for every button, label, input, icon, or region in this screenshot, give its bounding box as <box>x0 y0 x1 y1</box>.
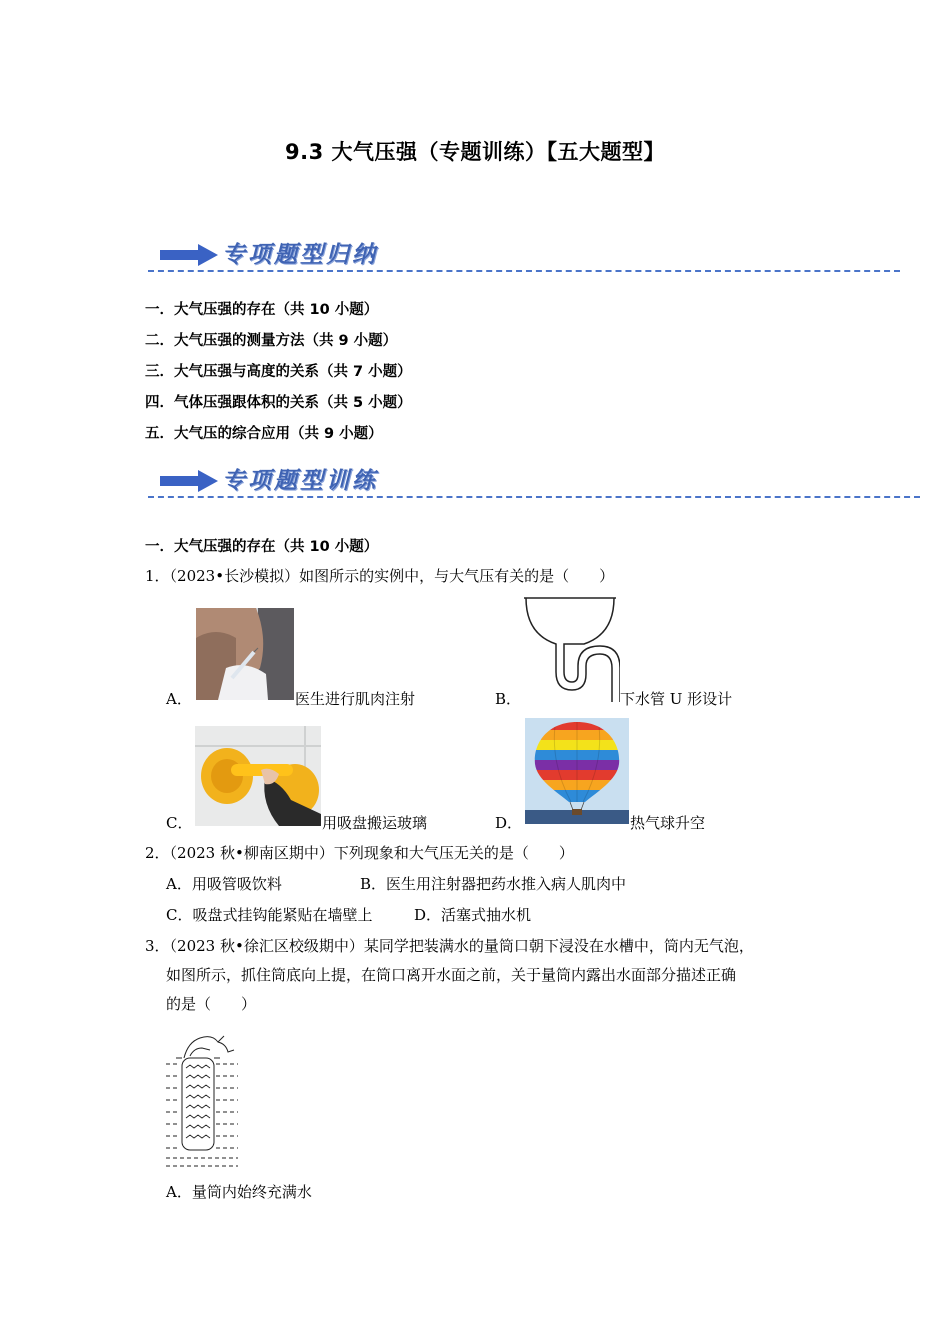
option-b-text: 下水管 U 形设计 <box>620 690 733 708</box>
toc-item-1[interactable]: 一．大气压强的存在（共 10 小题） <box>145 302 379 318</box>
toc-item-5[interactable]: 五．大气压的综合应用（共 9 小题） <box>145 426 383 442</box>
option-c-text: 用吸盘搬运玻璃 <box>322 814 428 832</box>
toc-item-2[interactable]: 二．大气压强的测量方法（共 9 小题） <box>145 333 398 349</box>
option-a-text: 医生进行肌肉注射 <box>295 690 416 708</box>
question-3-stem-line2: 如图所示，抓住筒底向上提，在筒口离开水面之前，关于量筒内露出水面部分描述正确 <box>166 966 737 984</box>
q2-option-c: C．吸盘式挂钩能紧贴在墙壁上 <box>166 906 373 924</box>
question-2-stem: 2．（2023 秋•柳南区期中）下列现象和大气压无关的是（ ） <box>145 844 574 862</box>
question-3-stem-line3: 的是（ ） <box>166 995 257 1013</box>
banner-training-text: 专项题型训练 <box>222 467 378 494</box>
q2-option-b: B．医生用注射器把药水推入病人肌肉中 <box>360 875 627 893</box>
hot-air-balloon-photo <box>525 718 629 824</box>
u-drain-pipe-diagram <box>522 594 620 702</box>
page-title: 9.3 大气压强（专题训练）【五大题型】 <box>284 140 665 164</box>
toc-item-3[interactable]: 三．大气压强与高度的关系（共 7 小题） <box>145 364 412 380</box>
section-heading: 一．大气压强的存在（共 10 小题） <box>145 539 379 555</box>
question-1-stem: 1．（2023•长沙模拟）如图所示的实例中，与大气压有关的是（ ） <box>145 567 615 585</box>
dashed-divider <box>148 496 920 498</box>
dashed-divider <box>148 270 900 272</box>
question-3-stem-line1: 3．（2023 秋•徐汇区校级期中）某同学把装满水的量筒口朝下浸没在水槽中，筒内无气泡， <box>145 937 754 955</box>
toc-item-4[interactable]: 四．气体压强跟体积的关系（共 5 小题） <box>145 395 412 411</box>
option-a-letter: A． <box>166 690 192 708</box>
section-banner-summary <box>148 236 900 276</box>
option-d-letter: D． <box>495 814 523 832</box>
q3-option-a: A．量筒内始终充满水 <box>166 1183 312 1201</box>
option-c-letter: C． <box>166 814 193 832</box>
graduated-cylinder-diagram <box>166 1022 242 1170</box>
option-b-letter: B． <box>495 690 522 708</box>
arrow-right-icon <box>160 244 218 266</box>
arrow-right-icon <box>160 470 218 492</box>
q2-option-d: D．活塞式抽水机 <box>414 906 532 924</box>
banner-summary-text: 专项题型归纳 <box>222 241 378 268</box>
section-banner-training <box>148 462 920 502</box>
option-d-text: 热气球升空 <box>630 814 706 832</box>
q2-option-a: A．用吸管吸饮料 <box>166 875 282 893</box>
injection-photo <box>196 608 294 700</box>
suction-cup-glass-photo <box>195 726 321 826</box>
